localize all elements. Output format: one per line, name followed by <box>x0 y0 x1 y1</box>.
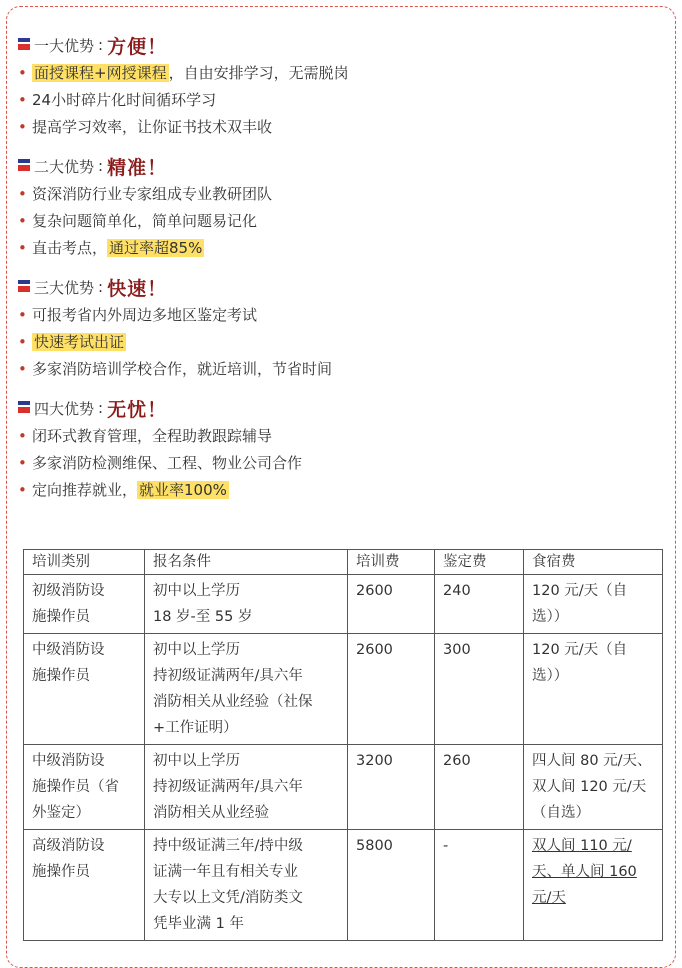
section-keyword: 精准！ <box>107 156 168 179</box>
cell-line: 施操作员 <box>32 609 90 625</box>
flag-icon <box>18 280 30 292</box>
advantage-section-3 <box>18 272 658 383</box>
cell-line: 外鉴定） <box>32 805 90 821</box>
category-cell <box>24 575 145 634</box>
cell-line: 初中以上学历 <box>153 583 240 599</box>
list-item <box>18 60 658 87</box>
advantage-section-2 <box>18 151 658 262</box>
exam-fee-cell: 240 <box>435 575 524 634</box>
requirements-cell <box>145 575 348 634</box>
training-fee-cell: 5800 <box>348 830 435 941</box>
advantage-section-4 <box>18 393 658 504</box>
column-header: 培训费 <box>348 550 435 575</box>
table-header-row <box>24 550 663 575</box>
item-text: 提高学习效率，让你证书技术双丰收 <box>32 118 273 136</box>
cell-line: 元/天 <box>532 890 566 906</box>
list-item <box>18 208 658 235</box>
cell-line: 初中以上学历 <box>153 642 240 658</box>
item-text: 资深消防行业专家组成专业教研团队 <box>32 185 273 203</box>
list-item <box>18 302 658 329</box>
cell-line: 施操作员（省 <box>32 779 119 795</box>
bullet-icon: • <box>18 454 27 472</box>
lodging-cell <box>524 745 663 830</box>
flag-icon <box>18 38 30 50</box>
bullet-icon: • <box>18 64 27 82</box>
section-label: 三大优势 <box>34 278 95 297</box>
item-text: 闭环式教育管理，全程助教跟踪辅导 <box>32 427 273 445</box>
cell-line: 18 岁-至 55 岁 <box>153 609 253 625</box>
cell-line: 选）） <box>532 668 569 684</box>
cell-line: 双人间 110 元/ <box>532 838 632 854</box>
bullet-icon: • <box>18 91 27 109</box>
cell-line: 初级消防设 <box>32 583 105 599</box>
cell-line: 120 元/天（自 <box>532 583 628 599</box>
column-header: 食宿费 <box>524 550 663 575</box>
exam-fee-cell: 260 <box>435 745 524 830</box>
cell-line: 双人间 120 元/天 <box>532 779 647 795</box>
list-item <box>18 329 658 356</box>
requirements-cell <box>145 830 348 941</box>
highlight-text: 通过率超85% <box>109 239 203 257</box>
section-label: 四大优势 <box>34 399 95 418</box>
cell-line: 持初级证满两年/具六年 <box>153 779 303 795</box>
cell-line: 证满一年且有相关专业 <box>153 864 298 880</box>
list-item <box>18 235 658 262</box>
cell-line: 消防相关从业经验（社保 <box>153 694 313 710</box>
cell-line: 120 元/天（自 <box>532 642 628 658</box>
bullet-icon: • <box>18 481 27 499</box>
lodging-cell <box>524 575 663 634</box>
cell-line: 施操作员 <box>32 668 90 684</box>
list-item <box>18 181 658 208</box>
training-fee-cell: 3200 <box>348 745 435 830</box>
table-row <box>24 745 663 830</box>
category-cell <box>24 745 145 830</box>
cell-line: 高级消防设 <box>32 838 105 854</box>
list-item <box>18 87 658 114</box>
list-item <box>18 450 658 477</box>
item-text: 多家消防培训学校合作，就近培训，节省时间 <box>32 360 333 378</box>
training-fee-cell: 2600 <box>348 634 435 745</box>
item-text: 24小时碎片化时间循环学习 <box>32 91 217 109</box>
highlight-text: 快速考试出证 <box>34 333 125 351</box>
section-keyword: 快速！ <box>107 277 168 300</box>
bullet-icon: • <box>18 212 27 230</box>
requirements-cell <box>145 634 348 745</box>
section-heading <box>18 272 658 302</box>
bullet-icon: • <box>18 427 27 445</box>
exam-fee-cell: 300 <box>435 634 524 745</box>
lodging-cell <box>524 634 663 745</box>
section-colon: : <box>98 278 104 296</box>
bullet-icon: • <box>18 306 27 324</box>
list-item <box>18 423 658 450</box>
column-header: 报名条件 <box>145 550 348 575</box>
bullet-icon: • <box>18 360 27 378</box>
section-colon: : <box>98 157 104 175</box>
cell-line: 初中以上学历 <box>153 753 240 769</box>
list-item <box>18 477 658 504</box>
cell-line: 中级消防设 <box>32 753 105 769</box>
section-heading <box>18 30 658 60</box>
exam-fee-cell: - <box>435 830 524 941</box>
bullet-icon: • <box>18 185 27 203</box>
column-header: 培训类别 <box>24 550 145 575</box>
table-row <box>24 575 663 634</box>
cell-line: 施操作员 <box>32 864 90 880</box>
section-label: 一大优势 <box>34 36 95 55</box>
fee-table <box>23 549 663 941</box>
table-row <box>24 634 663 745</box>
cell-line: 持初级证满两年/具六年 <box>153 668 303 684</box>
cell-line: 选）） <box>532 609 569 625</box>
item-text: 直击考点， <box>32 239 108 257</box>
cell-line: +工作证明） <box>153 720 238 736</box>
requirements-cell <box>145 745 348 830</box>
cell-line: 大专以上文凭/消防类文 <box>153 890 303 906</box>
section-heading <box>18 393 658 423</box>
column-header: 鉴定费 <box>435 550 524 575</box>
category-cell <box>24 830 145 941</box>
cell-line: 凭毕业满 1 年 <box>153 916 244 932</box>
cell-line: 中级消防设 <box>32 642 105 658</box>
item-text: 多家消防检测维保、工程、物业公司合作 <box>32 454 303 472</box>
category-cell <box>24 634 145 745</box>
highlight-text: 就业率100% <box>139 481 227 499</box>
flag-icon <box>18 159 30 171</box>
item-text: ，自由安排学习，无需脱岗 <box>168 64 349 82</box>
section-colon: : <box>98 36 104 54</box>
item-text: 定向推荐就业， <box>32 481 138 499</box>
section-colon: : <box>98 399 104 417</box>
lodging-cell <box>524 830 663 941</box>
cell-line: 天、单人间 160 <box>532 864 637 880</box>
section-label: 二大优势 <box>34 157 95 176</box>
bullet-icon: • <box>18 333 27 351</box>
advantages-list <box>18 30 658 514</box>
cell-line: 四人间 80 元/天、 <box>532 753 652 769</box>
item-text: 复杂问题简单化，简单问题易记化 <box>32 212 258 230</box>
list-item <box>18 114 658 141</box>
cell-line: （自选） <box>532 805 590 821</box>
flag-icon <box>18 401 30 413</box>
cell-line: 消防相关从业经验 <box>153 805 269 821</box>
section-heading <box>18 151 658 181</box>
item-text: 可报考省内外周边多地区鉴定考试 <box>32 306 258 324</box>
table-row <box>24 830 663 941</box>
advantage-section-1 <box>18 30 658 141</box>
section-keyword: 无忧！ <box>107 398 168 421</box>
cell-line: 持中级证满三年/持中级 <box>153 838 303 854</box>
list-item <box>18 356 658 383</box>
training-fee-cell: 2600 <box>348 575 435 634</box>
bullet-icon: • <box>18 239 27 257</box>
highlight-text: 面授课程+网授课程 <box>34 64 167 82</box>
section-keyword: 方便！ <box>107 35 168 58</box>
bullet-icon: • <box>18 118 27 136</box>
